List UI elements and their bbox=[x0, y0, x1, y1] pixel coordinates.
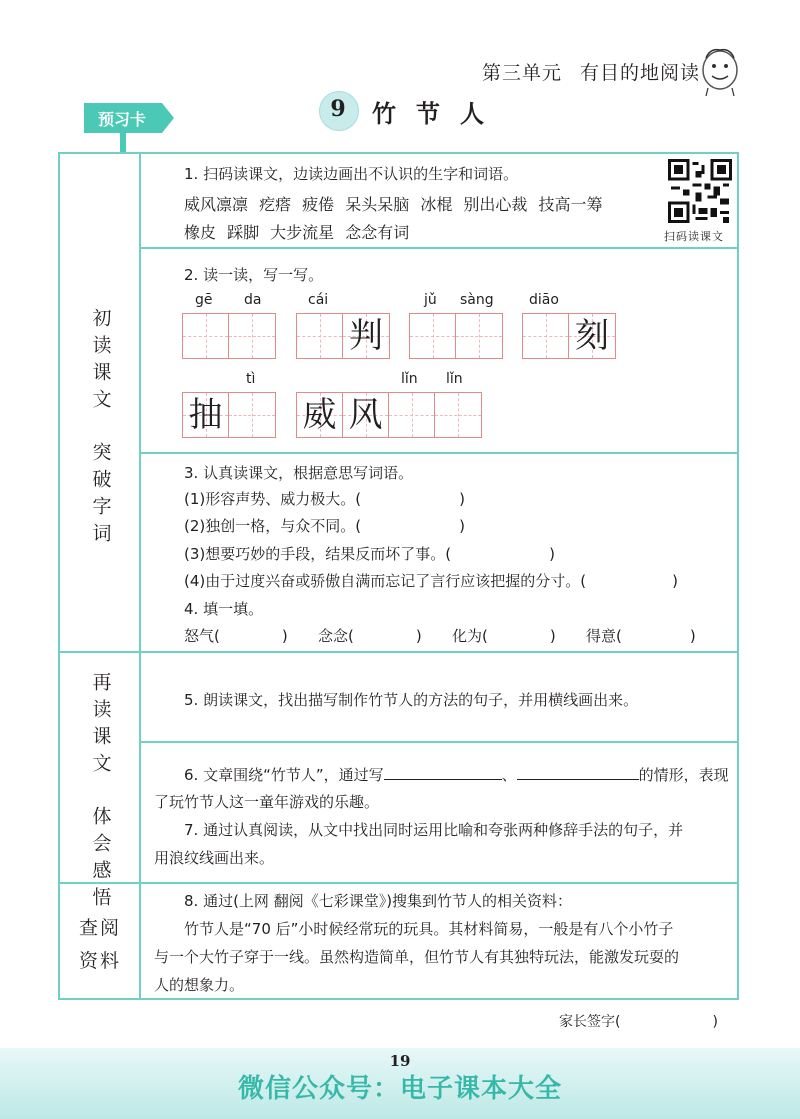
q4-item-text: 念念( bbox=[318, 627, 354, 645]
pinyin: gē bbox=[195, 292, 213, 308]
answer-blank[interactable] bbox=[517, 763, 639, 780]
grid-cell[interactable] bbox=[183, 393, 229, 437]
writing-grid[interactable] bbox=[522, 313, 616, 359]
section-label-first-reading bbox=[80, 308, 120, 550]
q3-item-4 bbox=[184, 570, 678, 591]
lesson-number: 9 bbox=[330, 96, 346, 122]
grid-cell[interactable] bbox=[523, 314, 569, 358]
q7-line1: 7. 通过认真阅读，从文中找出同时运用比喻和夸张两种修辞手法的句子，并 bbox=[184, 821, 684, 839]
qr-code-icon[interactable] bbox=[668, 159, 732, 223]
q3-item-text: (4)由于过度兴奋或骄傲自满而忘记了言行应该把握的分寸。( bbox=[184, 572, 587, 590]
divider-section1 bbox=[58, 651, 739, 653]
grid-cell[interactable] bbox=[297, 314, 343, 358]
divider-q5 bbox=[139, 741, 739, 743]
section-label-2a: 再读课文 bbox=[89, 672, 112, 780]
q3-item-2 bbox=[184, 515, 465, 536]
grid-cell[interactable] bbox=[229, 393, 275, 437]
q7-line2: 用浪纹线画出来。 bbox=[154, 849, 275, 867]
parent-signature bbox=[559, 1011, 718, 1031]
pinyin: tì bbox=[246, 371, 256, 387]
preview-tag bbox=[84, 103, 172, 133]
q8-line3: 人的想象力。 bbox=[154, 976, 245, 994]
q6-text: 的情形，表现 bbox=[638, 766, 729, 784]
unit-theme: 有目的地阅读 bbox=[580, 62, 701, 84]
q1-prompt: 1. 扫码读课文，边读边画出不认识的生字和词语。 bbox=[184, 165, 519, 183]
pinyin: da bbox=[244, 292, 262, 308]
close-paren: ) bbox=[459, 517, 465, 535]
q4-item-text: 得意( bbox=[586, 627, 622, 645]
q5-prompt: 5. 朗读课文，找出描写制作竹节人的方法的句子，并用横线画出来。 bbox=[184, 691, 639, 709]
preview-tag-label: 预习卡 bbox=[98, 110, 147, 129]
unit-header bbox=[482, 58, 700, 85]
pinyin: sàng bbox=[460, 292, 494, 308]
q2-prompt: 2. 读一读，写一写。 bbox=[184, 266, 324, 284]
unit-label: 第三单元 bbox=[482, 62, 563, 84]
wechat-watermark: 微信公众号：电子课本大全 bbox=[237, 1074, 562, 1104]
close-paren: ) bbox=[459, 490, 465, 508]
q4-item-4 bbox=[586, 625, 696, 646]
pinyin: diāo bbox=[529, 292, 559, 308]
section-label-1a: 初读课文 bbox=[89, 308, 112, 416]
q4-item-text: 怒气( bbox=[184, 627, 220, 645]
grid-char: 威 bbox=[302, 395, 337, 435]
q6-line1 bbox=[184, 763, 729, 785]
section-label-2b: 体会感悟 bbox=[89, 806, 112, 914]
section-label-rereading bbox=[80, 672, 120, 914]
answer-blank[interactable] bbox=[384, 763, 502, 780]
writing-grid[interactable] bbox=[409, 313, 503, 359]
grid-cell[interactable] bbox=[183, 314, 229, 358]
q3-item-1 bbox=[184, 488, 465, 509]
lesson-title: 竹节人 bbox=[372, 99, 504, 128]
q4-item-3 bbox=[452, 625, 556, 646]
q6-text: 6. 文章围绕“竹节人”，通过写 bbox=[184, 766, 384, 784]
grid-cell[interactable] bbox=[569, 314, 615, 358]
pinyin: lǐn bbox=[401, 371, 418, 387]
section-label-3b: 资料 bbox=[78, 950, 121, 972]
pinyin: jǔ bbox=[424, 292, 437, 308]
grid-cell[interactable] bbox=[389, 393, 435, 437]
q3-prompt: 3. 认真读课文，根据意思写词语。 bbox=[184, 464, 414, 482]
close-paren: ) bbox=[689, 627, 696, 645]
grid-char: 判 bbox=[349, 316, 383, 356]
grid-cell[interactable] bbox=[410, 314, 456, 358]
divider-q2 bbox=[139, 452, 739, 454]
close-paren: ) bbox=[281, 627, 288, 645]
q3-item-text: (2)独创一格，与众不同。( bbox=[184, 517, 362, 535]
q4-item-1 bbox=[184, 625, 288, 646]
q8-line2: 与一个大竹子穿于一线。虽然构造简单，但竹节人有其独特玩法，能激发玩耍的 bbox=[154, 948, 680, 966]
close-paren: ) bbox=[712, 1014, 718, 1030]
q8-prompt: 8. 通过(上网 翻阅《七彩课堂》)搜集到竹节人的相关资料： bbox=[184, 892, 573, 910]
grid-cell[interactable] bbox=[343, 314, 389, 358]
pinyin: cái bbox=[308, 292, 329, 308]
grid-cell[interactable] bbox=[456, 314, 502, 358]
divider-q1 bbox=[139, 247, 739, 249]
q3-item-3 bbox=[184, 543, 555, 564]
close-paren: ) bbox=[549, 545, 555, 563]
close-paren: ) bbox=[549, 627, 556, 645]
q6-text: 、 bbox=[501, 766, 517, 784]
q4-prompt: 4. 填一填。 bbox=[184, 600, 264, 618]
grid-cell[interactable] bbox=[435, 393, 481, 437]
q1-words-line2: 橡皮 踩脚 大步流星 念念有词 bbox=[184, 223, 410, 242]
grid-char: 风 bbox=[348, 395, 383, 435]
sidebar-divider bbox=[139, 152, 141, 1000]
q3-item-text: (3)想要巧妙的手段，结果反而坏了事。( bbox=[184, 545, 452, 563]
close-paren: ) bbox=[672, 572, 678, 590]
q4-item-2 bbox=[318, 625, 422, 646]
grid-cell[interactable] bbox=[229, 314, 275, 358]
divider-section2 bbox=[58, 882, 739, 884]
q8-line1: 竹节人是“70 后”小时候经常玩的玩具。其材料简易，一般是有八个小竹子 bbox=[184, 920, 674, 938]
section-label-1b: 突破字词 bbox=[89, 442, 112, 550]
close-paren: ) bbox=[415, 627, 422, 645]
writing-grid[interactable] bbox=[296, 392, 482, 438]
grid-cell[interactable] bbox=[297, 393, 343, 437]
grid-char: 刻 bbox=[575, 316, 609, 356]
writing-grid[interactable] bbox=[182, 392, 276, 438]
q4-item-text: 化为( bbox=[452, 627, 488, 645]
writing-grid[interactable] bbox=[296, 313, 390, 359]
mascot-icon bbox=[698, 44, 742, 98]
grid-cell[interactable] bbox=[343, 393, 389, 437]
q3-item-text: (1)形容声势、威力极大。( bbox=[184, 490, 362, 508]
q6-line2: 了玩竹节人这一童年游戏的乐趣。 bbox=[154, 793, 380, 811]
grid-char: 抽 bbox=[188, 395, 223, 435]
q1-words-line1: 威风凛凛 疙瘩 疲倦 呆头呆脑 冰棍 别出心裁 技高一筹 bbox=[184, 195, 603, 214]
signature-label: 家长签字( bbox=[559, 1014, 621, 1030]
page-number: 19 bbox=[389, 1052, 411, 1070]
pinyin: lǐn bbox=[446, 371, 463, 387]
qr-label: 扫码读课文 bbox=[664, 230, 724, 243]
section-label-3a: 查阅 bbox=[78, 917, 121, 939]
writing-grid[interactable] bbox=[182, 313, 276, 359]
section-label-research bbox=[78, 916, 122, 974]
